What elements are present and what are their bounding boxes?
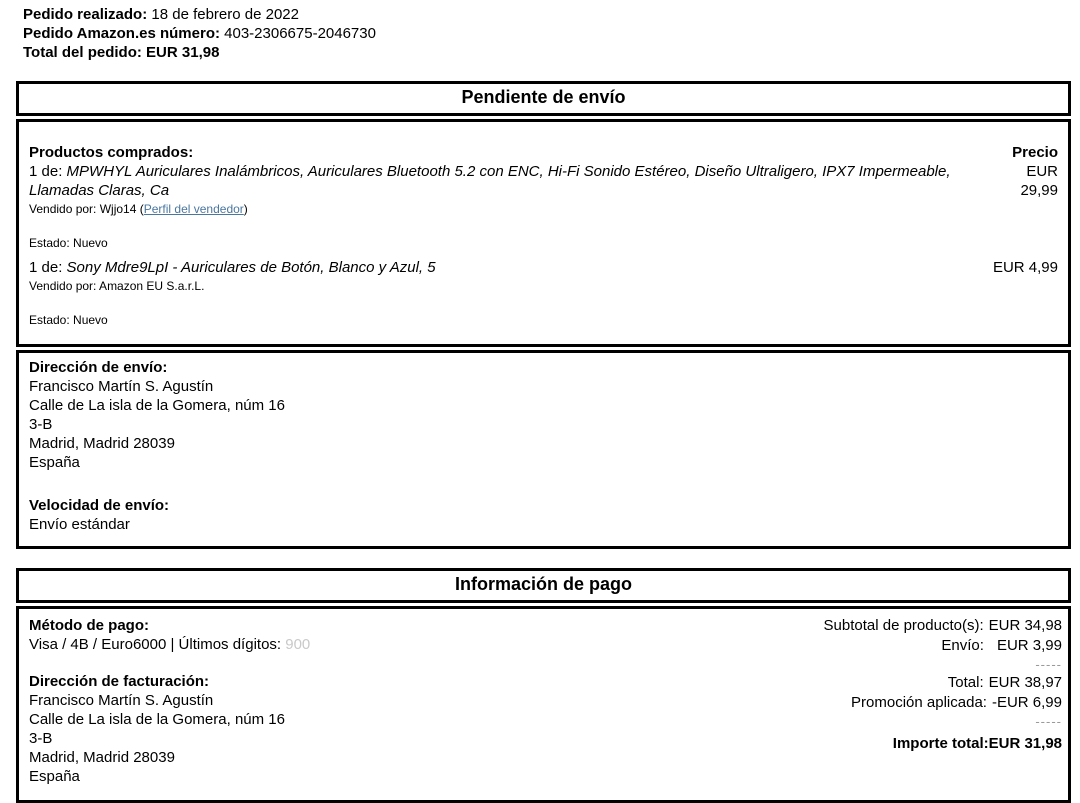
- billing-address-line: Madrid, Madrid 28039: [29, 749, 175, 766]
- shipping-address-title: Dirección de envío:: [29, 359, 168, 376]
- total-row: [824, 673, 1062, 693]
- product-1-title: MPWHYL Auriculares Inalámbricos, Auriculares Bluetooth 5.2 con ENC, Hi-Fi Sonido Estéreo, Diseño Ultraligero, IPX7 Impermeable, Llamadas Claras, Ca: [29, 163, 951, 199]
- products-purchased-label: Productos comprados:: [29, 144, 194, 161]
- promotion-row: [824, 693, 1062, 713]
- payment-info-header: Información de pago: [16, 568, 1071, 603]
- product-2-title: Sony Mdre9LpI - Auriculares de Botón, Blanco y Azul, 5: [66, 259, 436, 276]
- products-box: [16, 119, 1071, 347]
- billing-address-line: Calle de La isla de la Gomera, núm 16: [29, 711, 285, 728]
- grand-total-row: [824, 734, 1062, 754]
- shipping-address-line: 3-B: [29, 416, 53, 433]
- payment-method-title: Método de pago:: [29, 617, 149, 634]
- promotion-label: Promoción aplicada:: [851, 694, 987, 711]
- grand-total-label: Importe total:: [892, 735, 989, 752]
- billing-address-line: 3-B: [29, 730, 53, 747]
- products-header-row: [29, 143, 1058, 162]
- promotion-value: -EUR 6,99: [991, 694, 1062, 711]
- product-2-description: [29, 258, 982, 277]
- order-number-value: 403-2306675-2046730: [219, 25, 376, 42]
- shipping-cost-value: EUR 3,99: [996, 637, 1062, 654]
- card-last-digits: 900: [285, 636, 311, 653]
- subtotal-row: [824, 616, 1062, 636]
- seller-profile-link[interactable]: Perfil del vendedor: [143, 202, 244, 216]
- pending-shipment-header: Pendiente de envío: [16, 81, 1071, 116]
- product-1-description: [29, 162, 982, 200]
- product-1-price: [982, 162, 1058, 200]
- product-1-seller-line: [29, 202, 1058, 217]
- product-1-price-amount: 29,99: [1020, 182, 1058, 199]
- product-1-price-currency: EUR: [1026, 163, 1058, 180]
- product-2-price-value: EUR 4,99: [992, 259, 1058, 276]
- total-label: Total:: [947, 674, 984, 691]
- product-1-seller-prefix: Vendido por: Wjjo14 (: [29, 202, 144, 216]
- order-number-line: [23, 24, 1080, 43]
- shipping-address-line: Madrid, Madrid 28039: [29, 435, 175, 452]
- subtotal-label: Subtotal de producto(s):: [823, 617, 984, 634]
- order-number-label: Pedido Amazon.es número:: [23, 25, 220, 42]
- shipping-cost-row: [824, 636, 1062, 656]
- product-row-2: [29, 258, 1058, 277]
- order-date-label: Pedido realizado:: [23, 6, 148, 23]
- product-2-condition: Estado: Nuevo: [29, 313, 108, 327]
- payment-left-column: [29, 616, 824, 786]
- total-value: EUR 38,97: [988, 674, 1062, 691]
- shipping-address-box: [16, 350, 1071, 549]
- billing-address-title: Dirección de facturación:: [29, 673, 210, 690]
- product-2-qty: 1 de:: [29, 259, 67, 276]
- summary-separator: -----: [1035, 714, 1062, 729]
- shipping-cost-label: Envío:: [941, 637, 984, 654]
- order-summary-header: [0, 0, 1080, 62]
- product-1-seller-suffix: ): [243, 202, 248, 216]
- product-2-price: [982, 258, 1058, 277]
- shipping-address-line: Calle de La isla de la Gomera, núm 16: [29, 397, 285, 414]
- shipping-address-line: España: [29, 454, 80, 471]
- page-body: [16, 81, 1071, 803]
- shipping-speed-title: Velocidad de envío:: [29, 497, 170, 514]
- shipping-speed-value: Envío estándar: [29, 516, 130, 533]
- product-2-seller-line: Vendido por: Amazon EU S.a.r.L.: [29, 279, 205, 293]
- product-row-1: [29, 162, 1058, 200]
- product-1-condition: Estado: Nuevo: [29, 236, 108, 250]
- summary-separator: -----: [1035, 657, 1062, 672]
- order-date-value: 18 de febrero de 2022: [147, 6, 299, 23]
- order-total-line: Total del pedido: EUR 31,98: [23, 44, 220, 61]
- shipping-address-line: Francisco Martín S. Agustín: [29, 378, 214, 395]
- payment-box: [16, 606, 1071, 803]
- payment-summary-column: [824, 616, 1062, 786]
- payment-method-line: [29, 635, 824, 654]
- price-column-label: Precio: [1012, 144, 1058, 161]
- payment-method-value: Visa / 4B / Euro6000 | Últimos dígitos:: [29, 636, 282, 653]
- product-1-qty: 1 de:: [29, 163, 67, 180]
- grand-total-value: EUR 31,98: [988, 735, 1062, 752]
- order-date-line: [23, 5, 1080, 24]
- subtotal-value: EUR 34,98: [988, 617, 1062, 634]
- billing-address-line: Francisco Martín S. Agustín: [29, 692, 214, 709]
- billing-address-line: España: [29, 768, 80, 785]
